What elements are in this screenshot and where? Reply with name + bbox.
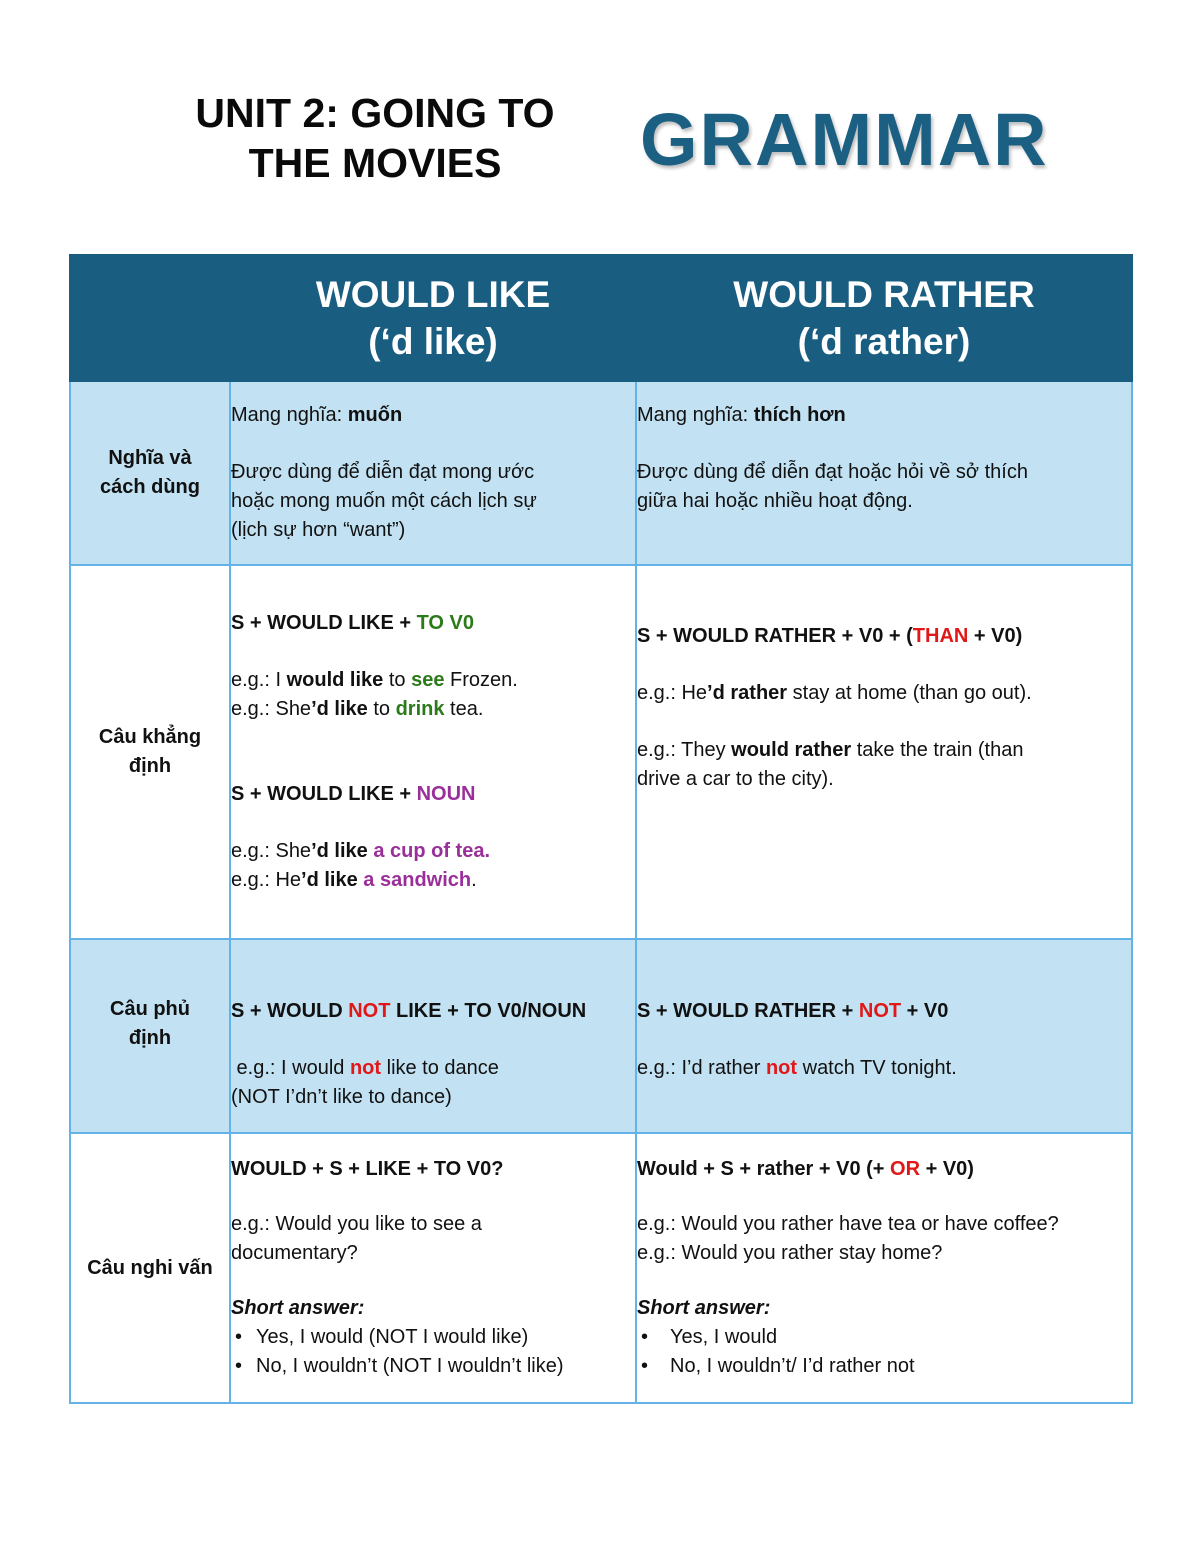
ex-part: to bbox=[367, 698, 396, 720]
would-like-title: WOULD LIKE bbox=[315, 274, 551, 315]
ex-bold: would rather bbox=[731, 739, 852, 761]
rather-meaning-cell bbox=[636, 381, 1132, 565]
short-answer-item: • No, I wouldn’t/ I’d rather not bbox=[637, 1352, 1131, 1381]
ex-bold: ’d rather bbox=[707, 682, 788, 704]
short-answer-item: • Yes, I would (NOT I would like) bbox=[231, 1323, 635, 1352]
ex-part: e.g.: I bbox=[231, 669, 287, 691]
header-would-like bbox=[230, 255, 636, 381]
like-question-cell bbox=[230, 1133, 636, 1403]
ex-part: watch TV tonight. bbox=[797, 1057, 957, 1079]
row-label-line: Câu nghi vấn bbox=[87, 1256, 213, 1279]
rather-question-example: e.g.: Would you rather have tea or have coffee? bbox=[637, 1213, 1059, 1235]
like-short-answers bbox=[231, 1323, 635, 1381]
formula-part: S + WOULD RATHER + V0 + ( bbox=[637, 625, 913, 647]
formula-part: + V0) bbox=[920, 1158, 974, 1180]
formula-highlight: TO V0 bbox=[416, 612, 475, 634]
ex-highlight: drink bbox=[395, 698, 445, 720]
row-label-line: định bbox=[128, 755, 172, 777]
rather-affirmative-cell bbox=[636, 565, 1132, 939]
row-label-negative bbox=[70, 939, 230, 1133]
short-answer-item: • No, I wouldn’t (NOT I wouldn’t like) bbox=[231, 1352, 635, 1381]
ex-part: e.g.: They bbox=[637, 739, 732, 761]
rather-negative-example bbox=[637, 1054, 1131, 1083]
like-meaning-cell bbox=[230, 381, 636, 565]
would-rather-subtitle: (‘d rather) bbox=[797, 321, 971, 362]
formula-part: + V0 bbox=[901, 1000, 949, 1022]
rather-question-formula bbox=[637, 1155, 1131, 1184]
unit-title bbox=[150, 88, 600, 188]
rather-question-cell bbox=[636, 1133, 1132, 1403]
rather-negative-formula bbox=[637, 997, 1131, 1026]
like-affirmative-cell bbox=[230, 565, 636, 939]
like-negative-note: (NOT I’dn’t like to dance) bbox=[231, 1086, 452, 1108]
formula-part: LIKE + TO V0/NOUN bbox=[390, 1000, 587, 1022]
header-would-rather bbox=[636, 255, 1132, 381]
formula-highlight: OR bbox=[890, 1158, 921, 1180]
formula-part: S + WOULD LIKE + bbox=[231, 612, 417, 634]
formula-part: Would + S + rather + V0 (+ bbox=[637, 1158, 891, 1180]
rather-example-cont: drive a car to the city). bbox=[637, 768, 834, 790]
formula-highlight: NOT bbox=[858, 1000, 902, 1022]
rather-formula bbox=[637, 622, 1131, 651]
like-negative-cell bbox=[230, 939, 636, 1133]
short-answer-label: Short answer: bbox=[637, 1297, 771, 1319]
like-usage-line: hoặc mong muốn một cách lịch sự bbox=[231, 490, 537, 512]
row-label-affirmative bbox=[70, 565, 230, 939]
rather-short-answers bbox=[637, 1323, 1131, 1381]
ex-part: like to dance bbox=[381, 1057, 499, 1079]
grammar-table bbox=[69, 254, 1133, 1404]
like-example bbox=[231, 695, 635, 724]
ex-highlight: a sandwich bbox=[357, 869, 472, 891]
meaning-prefix: Mang nghĩa: bbox=[637, 403, 754, 426]
ex-part: to bbox=[383, 669, 412, 691]
ex-bold: ’d like bbox=[311, 840, 368, 862]
like-question-formula: WOULD + S + LIKE + TO V0? bbox=[231, 1158, 504, 1180]
ex-part: e.g.: He bbox=[231, 869, 302, 891]
rather-example bbox=[637, 736, 1131, 765]
like-usage-line: Được dùng để diễn đạt mong ước bbox=[231, 461, 535, 483]
formula-highlight: THAN bbox=[912, 625, 969, 647]
row-label-line: cách dùng bbox=[99, 476, 200, 498]
ex-part: tea. bbox=[444, 698, 484, 720]
rather-example bbox=[637, 679, 1131, 708]
header-empty-cell bbox=[70, 255, 230, 381]
like-usage-line: (lịch sự hơn “want”) bbox=[231, 519, 406, 541]
ex-bold: ’d like bbox=[301, 869, 358, 891]
formula-highlight: NOUN bbox=[416, 783, 476, 805]
ex-part: e.g.: She bbox=[231, 698, 312, 720]
rather-meaning bbox=[637, 401, 1131, 430]
formula-part: S + WOULD bbox=[231, 1000, 349, 1022]
short-answer-label: Short answer: bbox=[231, 1297, 365, 1319]
meaning-bold: thích hơn bbox=[753, 403, 846, 426]
ex-part: e.g.: I’d rather bbox=[637, 1057, 766, 1079]
row-label-line: Câu phủ bbox=[110, 998, 190, 1020]
table-row-question bbox=[70, 1133, 1132, 1403]
like-meaning bbox=[231, 401, 635, 430]
like-negative-formula bbox=[231, 997, 635, 1026]
formula-part: S + WOULD LIKE + bbox=[231, 783, 417, 805]
row-label-line: Câu khẳng bbox=[98, 726, 202, 748]
like-negative-example bbox=[231, 1054, 635, 1083]
ex-bold: would like bbox=[286, 669, 384, 691]
ex-part: Frozen. bbox=[444, 669, 518, 691]
ex-bold: ’d like bbox=[311, 698, 368, 720]
would-rather-title: WOULD RATHER bbox=[733, 274, 1035, 315]
ex-highlight: not bbox=[765, 1057, 798, 1079]
grammar-heading: GRAMMAR bbox=[640, 98, 1049, 181]
rather-question-example: e.g.: Would you rather stay home? bbox=[637, 1242, 943, 1264]
meaning-prefix: Mang nghĩa: bbox=[231, 404, 348, 426]
row-label-line: định bbox=[128, 1027, 172, 1049]
ex-highlight: see bbox=[411, 669, 445, 691]
would-like-subtitle: (‘d like) bbox=[368, 321, 498, 362]
row-label-question bbox=[70, 1133, 230, 1403]
unit-title-line2: THE MOVIES bbox=[248, 140, 502, 186]
ex-highlight: a cup of tea. bbox=[367, 840, 491, 862]
like-formula-noun bbox=[231, 780, 635, 809]
formula-part: S + WOULD RATHER + bbox=[637, 1000, 859, 1022]
table-row-negative bbox=[70, 939, 1132, 1133]
ex-part: stay at home (than go out). bbox=[787, 682, 1032, 704]
like-example bbox=[231, 866, 635, 895]
ex-part: e.g.: I would bbox=[231, 1057, 350, 1079]
like-question-example: documentary? bbox=[231, 1242, 358, 1264]
meaning-bold: muốn bbox=[347, 404, 403, 426]
formula-part: + V0) bbox=[968, 625, 1023, 647]
ex-part: e.g.: He bbox=[637, 682, 708, 704]
ex-part: . bbox=[471, 869, 477, 891]
like-question-example: e.g.: Would you like to see a bbox=[231, 1213, 482, 1235]
row-label-meaning bbox=[70, 381, 230, 565]
rather-usage-line: Được dùng để diễn đạt hoặc hỏi về sở thích bbox=[637, 460, 1028, 483]
table-row-affirmative bbox=[70, 565, 1132, 939]
rather-negative-cell bbox=[636, 939, 1132, 1133]
ex-part: e.g.: She bbox=[231, 840, 312, 862]
table-row-meaning bbox=[70, 381, 1132, 565]
unit-title-line1: UNIT 2: GOING TO bbox=[195, 90, 555, 136]
rather-usage-line: giữa hai hoặc nhiều hoạt động. bbox=[637, 489, 913, 512]
short-answer-item: • Yes, I would bbox=[637, 1323, 1131, 1352]
formula-highlight: NOT bbox=[348, 1000, 391, 1022]
ex-part: take the train (than bbox=[851, 739, 1024, 761]
ex-highlight: not bbox=[349, 1057, 382, 1079]
like-example bbox=[231, 666, 635, 695]
like-formula-to-v0 bbox=[231, 609, 635, 638]
row-label-line: Nghĩa và bbox=[108, 447, 192, 469]
table-header-row bbox=[70, 255, 1132, 381]
like-example bbox=[231, 837, 635, 866]
